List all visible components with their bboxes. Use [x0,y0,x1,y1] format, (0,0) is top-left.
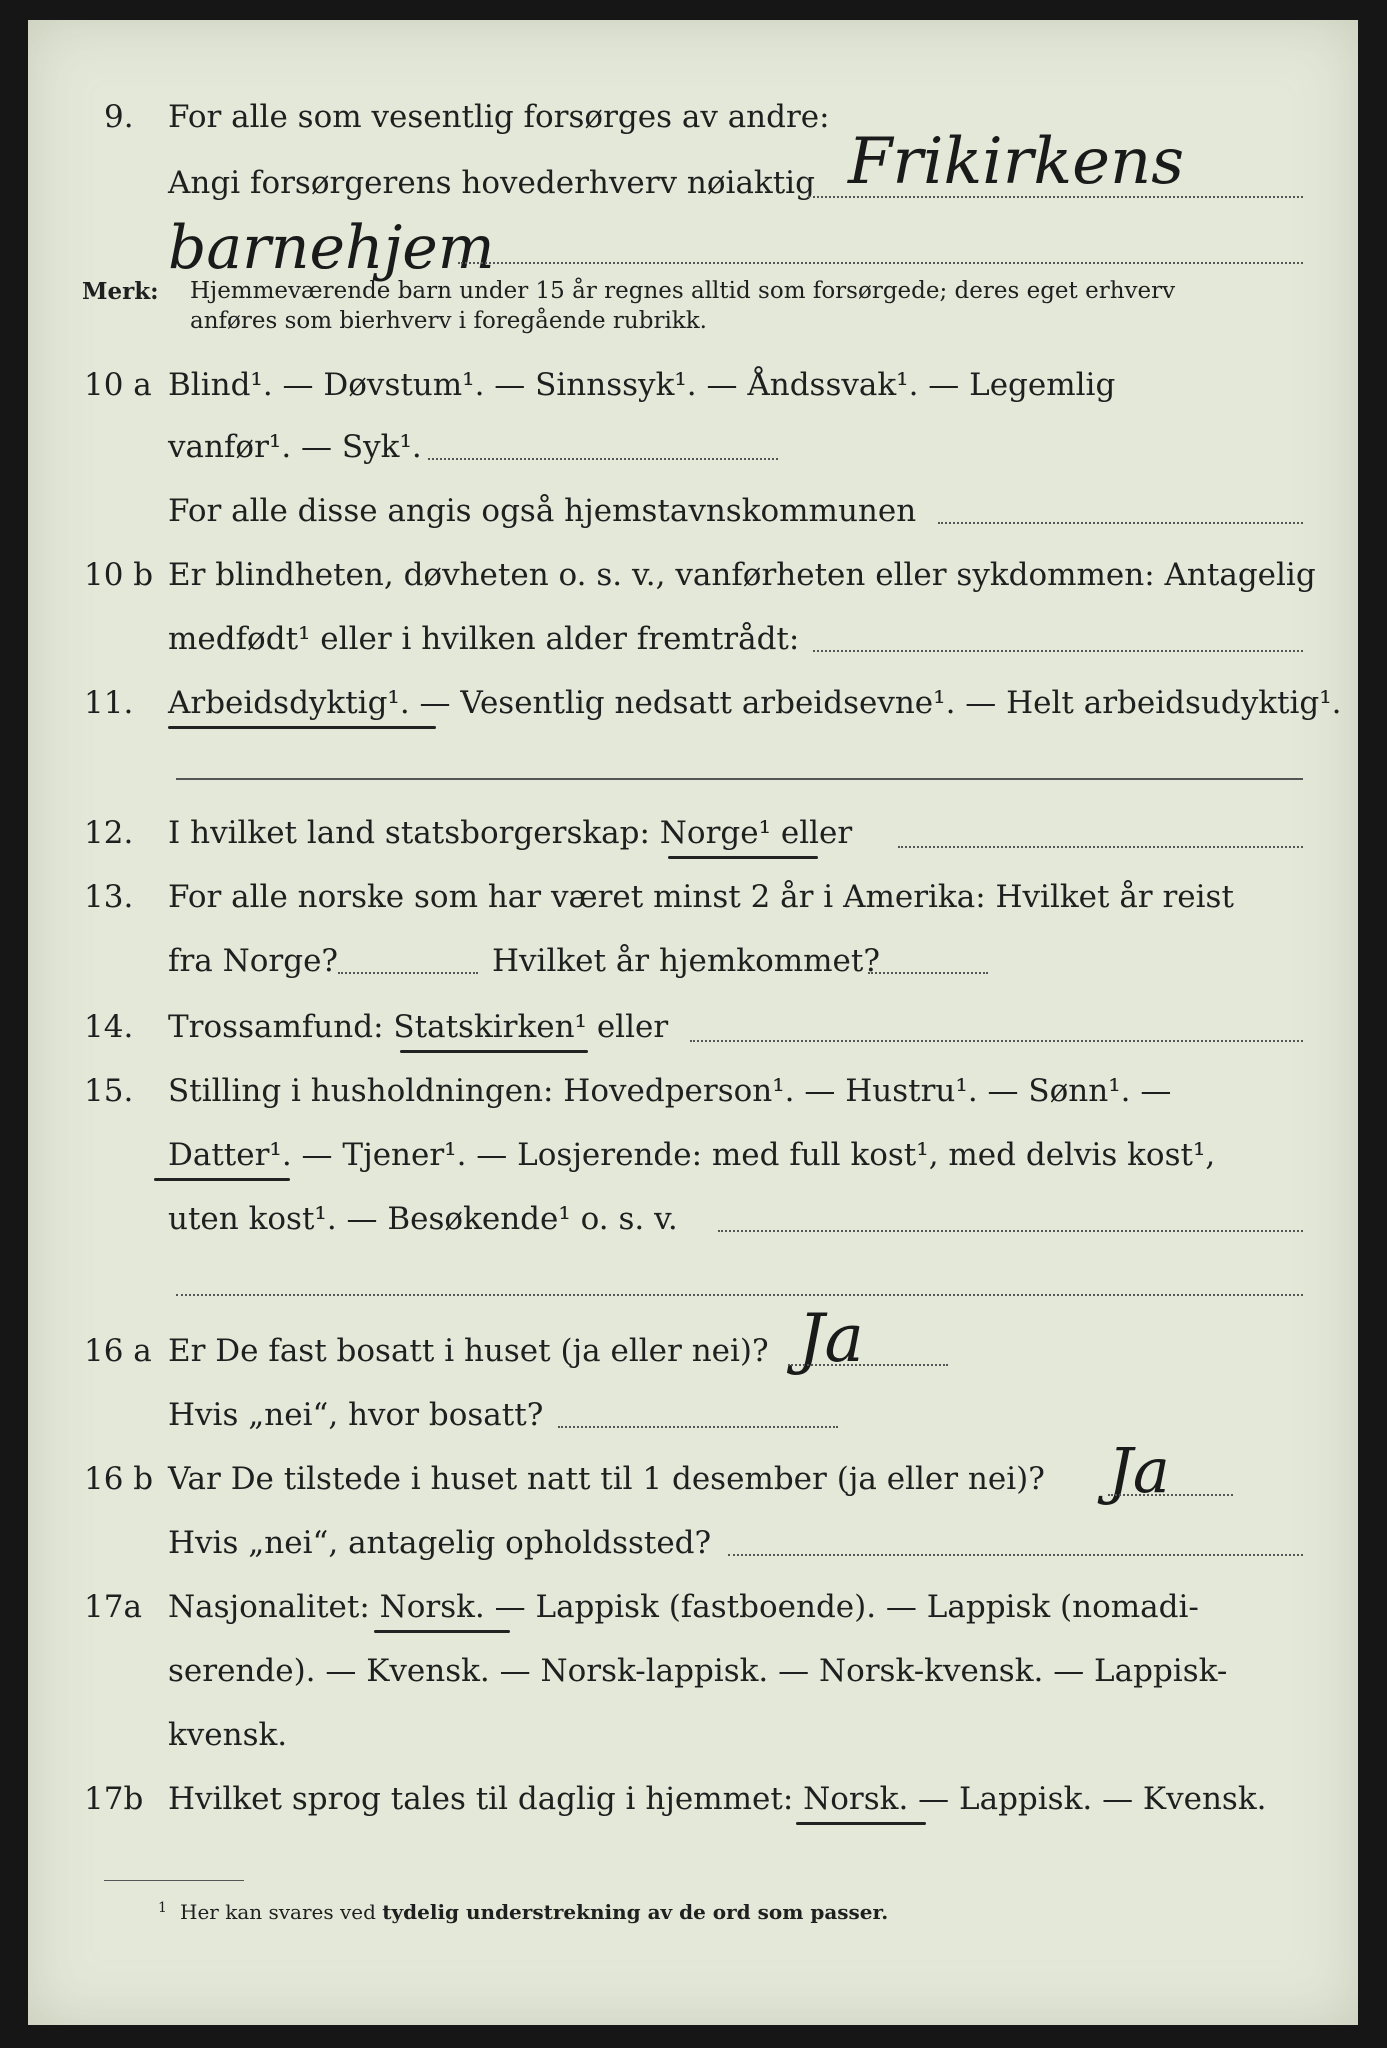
q15-line3: uten kost¹. — Besøkende¹ o. s. v. [168,1201,678,1237]
q16a-answer-line [788,1364,948,1366]
q10a-home-line [938,522,1303,524]
q16b-where-line [728,1554,1303,1556]
footnote-mark: 1 [158,1900,167,1916]
q16a-where-line [558,1426,838,1428]
q10b-number: 10 b [84,557,154,593]
q10a-number: 10 a [84,367,152,403]
q10a-line1: Blind¹. — Døvstum¹. — Sinnssyk¹. — Åndssvak¹. — Legemlig [168,367,1116,403]
q10a-line2: vanfør¹. — Syk¹. [168,429,422,465]
q16a-handwritten-answer: Ja [798,1300,864,1377]
q11-number: 11. [84,685,134,721]
q13-number: 13. [84,879,134,915]
q9-line1: For alle som vesentlig forsørges av andre: [168,99,830,135]
q17a-line3: kvensk. [168,1717,288,1753]
q17b-line1: Hvilket sprog tales til daglig i hjemmet: Norsk. — Lappisk. — Kvensk. [168,1781,1267,1817]
q15-number: 15. [84,1073,134,1109]
q10a-line3: For alle disse angis også hjemstavnskommunen [168,493,917,529]
q15-answer-line [718,1230,1303,1232]
q17b-number: 17b [84,1781,144,1817]
merk-line1: Hjemmeværende barn under 15 år regnes alltid som forsørgede; deres eget erhverv [190,278,1176,304]
q15-answer-line-2 [176,1294,1303,1296]
q9-handwritten-answer-2: barnehjem [168,213,495,283]
q16b-line1: Var De tilstede i huset natt til 1 desember (ja eller nei)? [168,1461,1045,1497]
q12-underline [668,856,818,859]
q16a-line2: Hvis „nei“, hvor bosatt? [168,1397,544,1433]
q9-line2: Angi forsørgerens hovederhverv nøiaktig [168,165,815,201]
q12-answer-line [898,846,1303,848]
q16b-answer-line [1108,1494,1233,1496]
q16b-number: 16 b [84,1461,154,1497]
q15-line2: Datter¹. — Tjener¹. — Losjerende: med full kost¹, med delvis kost¹, [168,1137,1216,1173]
q14-answer-line [690,1040,1303,1042]
q10b-line1: Er blindheten, døvheten o. s. v., vanførheten eller sykdommen: Antagelig [168,557,1316,593]
q12-number: 12. [84,815,134,851]
q13-return-year-line [868,972,988,974]
q14-line1: Trossamfund: Statskirken¹ eller [168,1009,669,1045]
q13-left-year-line [338,972,478,974]
q12-line1: I hvilket land statsborgerskap: Norge¹ eller [168,815,853,851]
q11-underline [168,726,436,729]
q14-underline [400,1050,588,1053]
q17b-underline [796,1822,926,1825]
q10b-line2: medfødt¹ eller i hvilken alder fremtrådt: [168,621,800,657]
merk-line2: anføres som bierhverv i foregående rubrikk. [190,308,707,334]
q9-handwritten-answer-1: Frikirkens [848,125,1185,199]
q17a-number: 17a [84,1589,142,1625]
q16b-handwritten-answer: Ja [1108,1434,1170,1507]
q14-number: 14. [84,1009,134,1045]
q9-answer-line-2 [458,262,1303,264]
q16a-line1: Er De fast bosatt i huset (ja eller nei)? [168,1333,769,1369]
q13-line2a: fra Norge? [168,943,339,979]
q13-line1: For alle norske som har været minst 2 år i Amerika: Hvilket år reist [168,879,1234,915]
q16b-line2: Hvis „nei“, antagelig opholdssted? [168,1525,712,1561]
q17a-line2: serende). — Kvensk. — Norsk-lappisk. — Norsk-kvensk. — Lappisk- [168,1653,1228,1689]
q10a-answer-line [428,458,778,460]
footnote-rule [104,1880,244,1881]
q17a-line1: Nasjonalitet: Norsk. — Lappisk (fastboende). — Lappisk (nomadi- [168,1589,1199,1625]
footnote-plain: Her kan svares ved [180,1900,376,1924]
census-form-page [28,20,1358,2025]
q13-line2b: Hvilket år hjemkommet? [492,943,880,979]
merk-label: Merk: [82,278,159,305]
q10b-answer-line [813,650,1303,652]
q11-answer-line [176,778,1303,780]
q17a-underline [374,1630,510,1633]
q11-line1: Arbeidsdyktig¹. — Vesentlig nedsatt arbeidsevne¹. — Helt arbeidsudyktig¹. [168,685,1342,721]
q9-number: 9. [104,99,134,135]
footnote-bold: tydelig understrekning av de ord som passer. [382,1900,889,1924]
q15-line1: Stilling i husholdningen: Hovedperson¹. — Hustru¹. — Sønn¹. — [168,1073,1172,1109]
q16a-number: 16 a [84,1333,152,1369]
q15-underline [154,1178,290,1181]
footnote-text [180,1900,888,1924]
